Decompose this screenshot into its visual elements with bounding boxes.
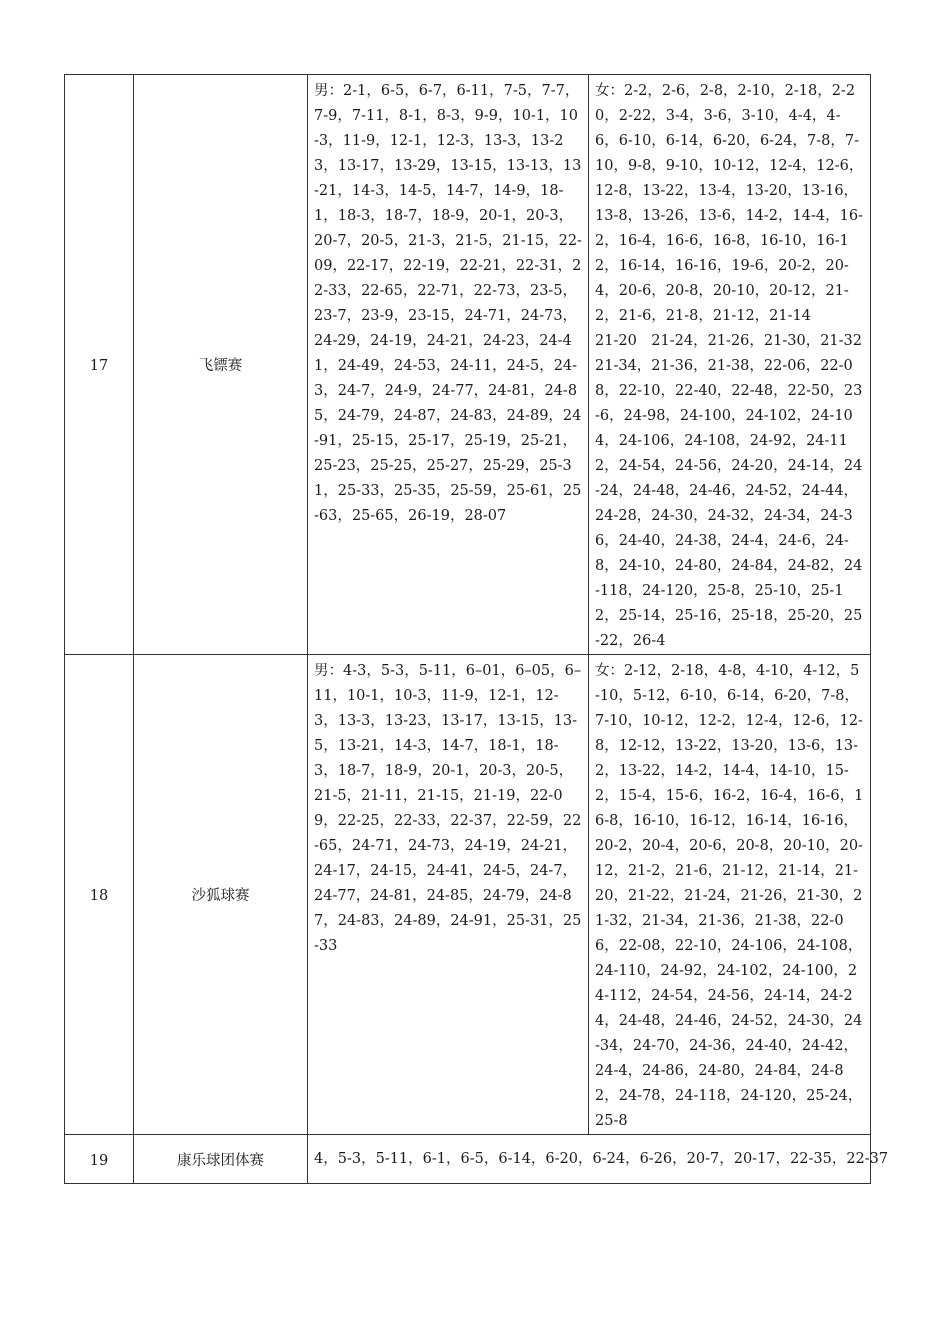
women-participants-part: 21-20 21-24，21-26，21-30，21-32 xyxy=(595,333,863,349)
event-name: 沙狐球赛 xyxy=(134,655,308,1135)
event-name: 康乐球团体赛 xyxy=(134,1135,308,1184)
table-row xyxy=(65,655,871,1135)
row-number: 18 xyxy=(65,655,134,1135)
men-participants: 男：4-3，5-3，5-11，6–01，6–05，6–11，10-1，10-3，11-9，12-1，12-3，13-3，13-23，13-17，13-15，13-5，13-21，14-3，14-7，18-1，18-3，18-7，18-9，20-1，20-3，20-5，21-5，21-11，21-15，21-19，22-09，22-25，22-33，22-37，22-59，22-65，24-71，24-73，24-19，24-21，24-17，24-15，24-41，24-5，24-7，24-77，24-81，24-85，24-79，24-87，24-83，24-89，24-91，25-31，25-33 xyxy=(308,655,589,1135)
women-participants-part: 21-34，21-36，21-38，22-06，22-08，22-10，22-40，22-48，22-50，23-6，24-98，24-100，24-102，24-104，24-106，24-108，24-92，24-112，24-54，24-56，24-20，24-14，24-24，24-48，24-46，24-52，24-44，24-28，24-30，24-32，24-34，24-36，24-40，24-38，24-4，24-6，24-8，24-10，24-80，24-84，24-82，24-118，24-120，25-8，25-10，25-12，25-14，25-16，25-18，25-20，25-22，26-4 xyxy=(595,358,863,649)
event-schedule-table xyxy=(64,74,889,1184)
table-row xyxy=(65,1135,871,1184)
table-row xyxy=(65,75,871,655)
women-participants: 女：2-12，2-18，4-8，4-10，4-12，5-10，5-12，6-10，6-14，6-20，7-8，7-10，10-12，12-2，12-4，12-6，12-8，12-12，13-22，13-20，13-6，13-2，13-22，14-2，14-4，14-10，15-2，15-4，15-6，16-2，16-4，16-6，16-8，16-10，16-12，16-14，16-16，20-2，20-4，20-6，20-8，20-10，20-12，21-2，21-6，21-12，21-14，21-20，21-22，21-24，21-26，21-30，21-32，21-34，21-36，21-38，22-06，22-08，22-10，24-106，24-108，24-110，24-92，24-102，24-100，24-112，24-54，24-56，24-14，24-24，24-48，24-46，24-52，24-30，24-34，24-70，24-36，24-40，24-42，24-4，24-86，24-80，24-84，24-82，24-78，24-118，24-120，25-24，25-8 xyxy=(589,655,871,1135)
team-participants: 4，5-3，5-11，6-1，6-5，6-14，6-20，6-24，6-26，20-7，20-17，22-35，22-37 xyxy=(308,1135,871,1184)
men-participants: 男：2-1，6-5，6-7，6-11，7-5，7-7，7-9，7-11，8-1，8-3，9-9，10-1，10-3，11-9，12-1，12-3，13-3，13-23，13-17，13-29，13-15，13-13，13-21，14-3，14-5，14-7，14-9，18-1，18-3，18-7，18-9，20-1，20-3，20-7，20-5，21-3，21-5，21-15，22-09，22-17，22-19，22-21，22-31，22-33，22-65，22-71，22-73，23-5，23-7，23-9，23-15，24-71，24-73，24-29，24-19，24-21，24-23，24-41，24-49，24-53，24-11，24-5，24-3，24-7，24-9，24-77，24-81，24-85，24-79，24-87，24-83，24-89，24-91，25-15，25-17，25-19，25-21，25-23，25-25，25-27，25-29，25-31，25-33，25-35，25-59，25-61，25-63，25-65，26-19，28-07 xyxy=(308,75,589,655)
event-name: 飞镖赛 xyxy=(134,75,308,655)
women-participants-part: 女：2-2，2-6，2-8，2-10，2-18，2-20，2-22，3-4，3-6，3-10，4-4，4-6，6-10，6-14，6-20，6-24，7-8，7-10，9-8，9-10，10-12，12-4，12-6，12-8，13-22，13-4，13-20，13-16，13-8，13-26，13-6，14-2，14-4，16-2，16-4，16-6，16-8，16-10，16-12，16-14，16-16，19-6，20-2，20-4，20-6，20-8，20-10，20-12，21-2，21-6，21-8，21-12，21-14 xyxy=(595,83,864,324)
row-number: 19 xyxy=(65,1135,134,1184)
row-number: 17 xyxy=(65,75,134,655)
women-participants xyxy=(589,75,871,655)
